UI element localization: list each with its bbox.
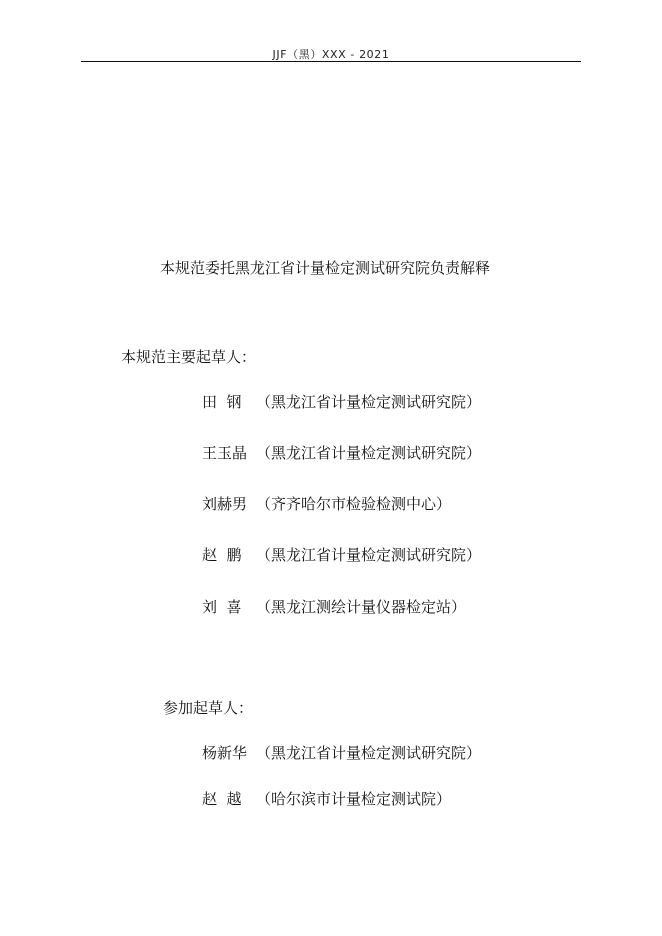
drafter-name: 杨新华 [202, 744, 248, 762]
drafter-org: （黑龙江省计量检定测试研究院） [256, 744, 482, 762]
drafter-org: （黑龙江测绘计量仪器检定站） [256, 598, 467, 616]
drafter-name: 田 钢 [202, 393, 242, 411]
drafter-org: （哈尔滨市计量检定测试院） [256, 790, 452, 808]
drafter-name: 赵 鹏 [202, 546, 242, 564]
drafter-name: 刘赫男 [202, 495, 248, 513]
header-rule [81, 61, 581, 62]
drafter-org: （齐齐哈尔市检验检测中心） [256, 495, 452, 513]
drafter-name: 王玉晶 [202, 444, 248, 462]
main-drafter-row [202, 596, 466, 617]
drafter-name: 赵 越 [202, 790, 242, 808]
drafter-org: （黑龙江省计量检定测试研究院） [256, 546, 482, 564]
main-drafters-heading: 本规范主要起草人： [121, 348, 257, 366]
standard-code: JJF（黑）XXX - 2021 [272, 48, 390, 61]
main-drafter-row [202, 442, 481, 463]
main-drafter-row [202, 391, 481, 412]
interpretation-statement: 本规范委托黑龙江省计量检定测试研究院负责解释 [160, 259, 491, 277]
main-drafter-row [202, 544, 481, 565]
participating-drafter-row [202, 788, 451, 809]
participating-drafters-heading: 参加起草人： [163, 699, 254, 717]
drafter-org: （黑龙江省计量检定测试研究院） [256, 444, 482, 462]
main-drafter-row [202, 493, 451, 514]
drafter-name: 刘 喜 [202, 598, 242, 616]
drafter-org: （黑龙江省计量检定测试研究院） [256, 393, 482, 411]
participating-drafter-row [202, 742, 481, 763]
